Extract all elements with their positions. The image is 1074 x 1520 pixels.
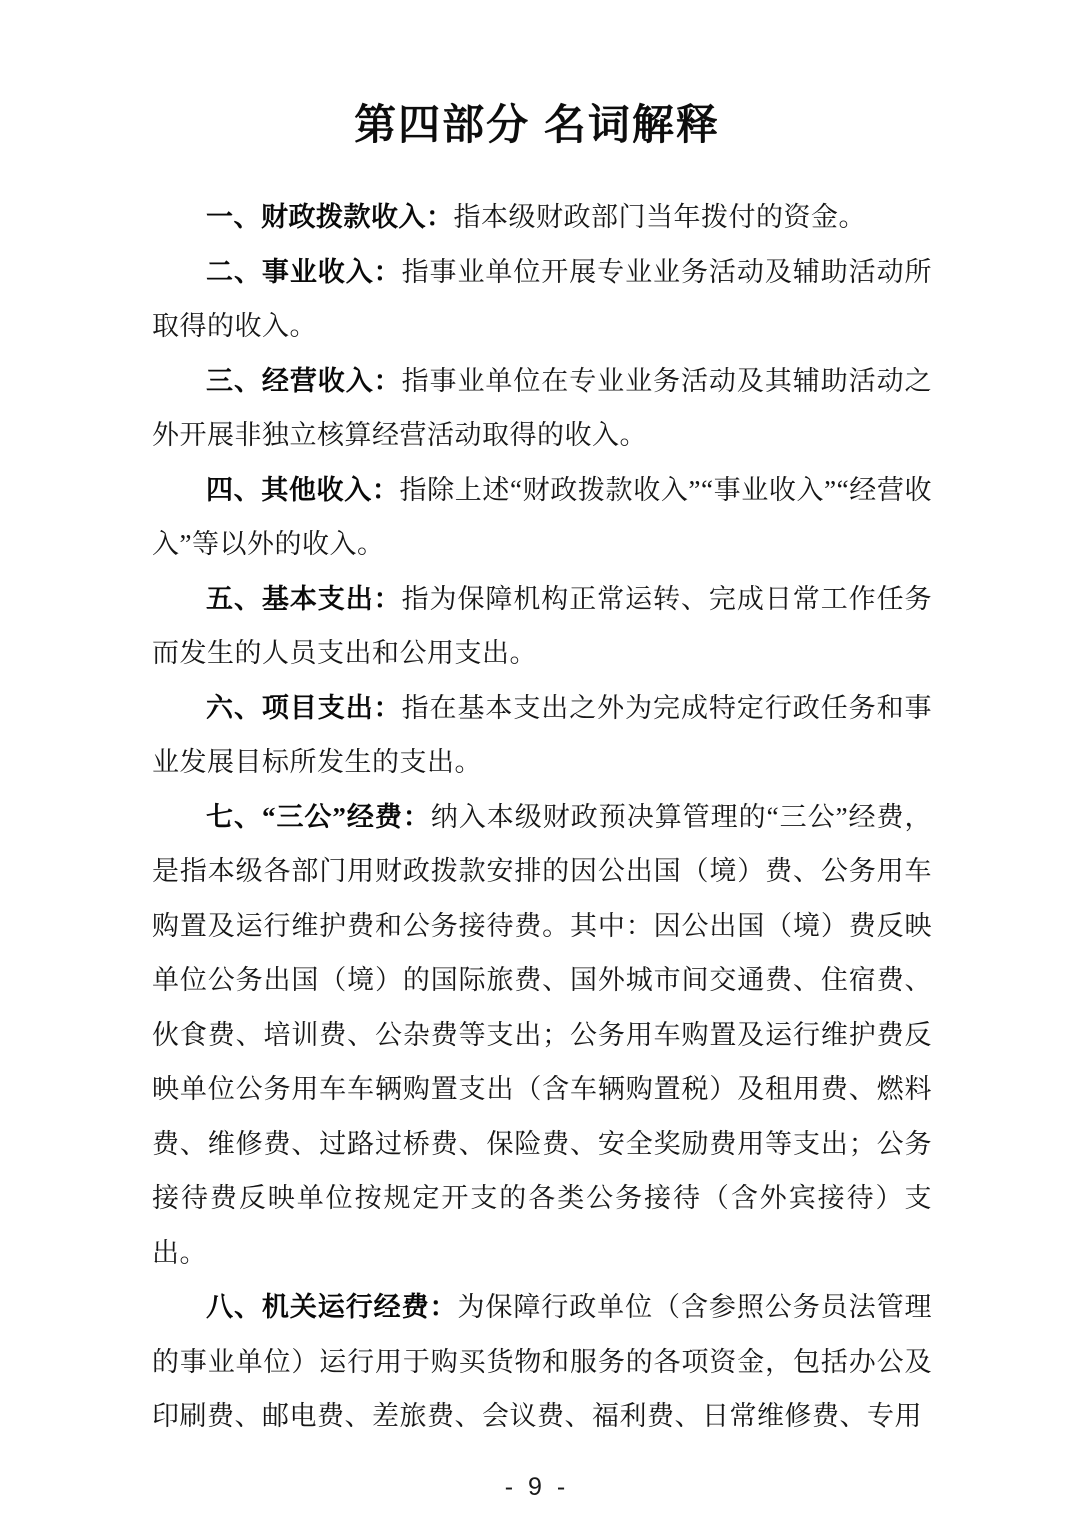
definition-paragraph: [152, 190, 932, 245]
page-title: 第四部分 名词解释: [354, 101, 720, 148]
term-label: 二、事业收入：: [206, 256, 402, 287]
definition-paragraph: [152, 572, 932, 681]
term-label: 六、项目支出：: [206, 692, 402, 723]
term-label: 三、经营收入：: [206, 365, 402, 396]
term-definition: 指除上述“财政拨款收入”“事业收入”“经营收入”等以外的收入。: [152, 474, 933, 559]
term-definition: 指在基本支出之外为完成特定行政任务和事业发展目标所发生的支出。: [152, 692, 933, 777]
definition-paragraph: [152, 681, 932, 790]
term-definition: 纳入本级财政预决算管理的“三公”经费，是指本级各部门用财政拨款安排的因公出国（境）费、公务用车购置及运行维护费和公务接待费。其中：因公出国（境）费反映单位公务出国（境）的国际旅费、国外城市间交通费、住宿费、伙食费、培训费、公杂费等支出；公务用车购置及运行维护费反映单位公务用车车辆购置支出（含车辆购置税）及租用费、燃料费、维修费、过路过桥费、保险费、安全奖励费用等支出；公务接待费反映单位按规定开支的各类公务接待（含外宾接待）支出。: [152, 801, 932, 1268]
page-number: - 9 -: [504, 1473, 570, 1501]
term-label: 五、基本支出：: [206, 583, 402, 614]
term-label: 八、机关运行经费：: [206, 1292, 458, 1322]
term-definition: 指事业单位在专业业务活动及其辅助活动之外开展非独立核算经营活动取得的收入。: [152, 365, 933, 450]
definition-paragraph: [152, 245, 932, 354]
term-label: 一、财政拨款收入：: [206, 202, 454, 232]
definition-paragraph: [152, 790, 932, 1281]
term-definition: 指为保障机构正常运转、完成日常工作任务而发生的人员支出和公用支出。: [152, 583, 933, 668]
definition-paragraph: [152, 1280, 932, 1444]
definition-paragraph: [152, 354, 932, 463]
term-definition: 指事业单位开展专业业务活动及辅助活动所取得的收入。: [152, 256, 933, 341]
document-body: [152, 190, 932, 1444]
term-definition: 指本级财政部门当年拨付的资金。: [453, 202, 866, 232]
definition-paragraph: [152, 463, 932, 572]
term-label: 七、“三公”经费：: [206, 801, 431, 832]
term-label: 四、其他收入：: [206, 474, 400, 505]
term-definition: 为保障行政单位（含参照公务员法管理的事业单位）运行用于购买货物和服务的各项资金，包括办公及印刷费、邮电费、差旅费、会议费、福利费、日常维修费、专用: [152, 1292, 933, 1431]
